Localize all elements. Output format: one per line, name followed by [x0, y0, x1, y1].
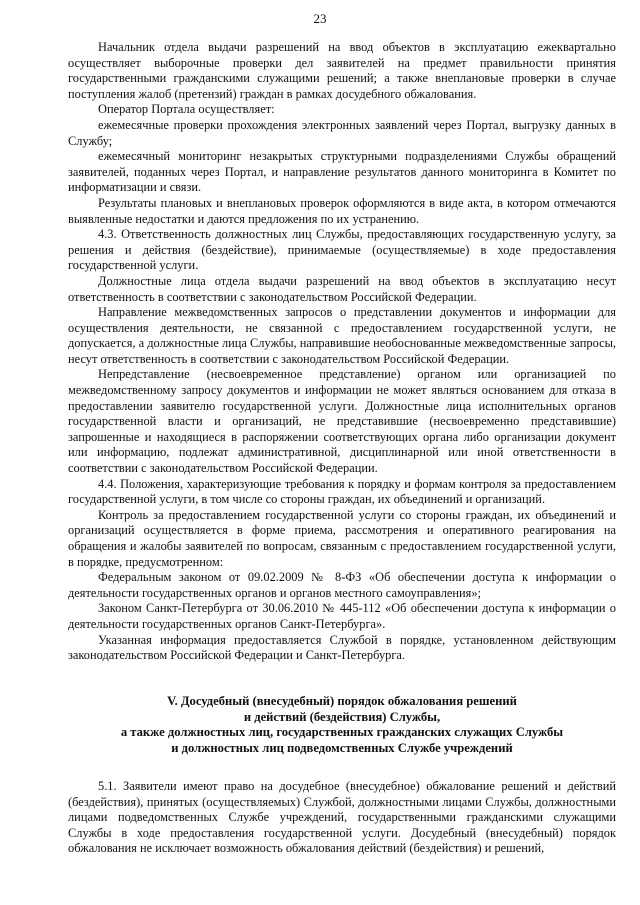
document-body [68, 40, 616, 857]
paragraph-non-submission: Непредставление (несвоевременное представление) органом или организацией по межведомственному запросу документов и информации не может являться основанием для отказа в предоставлении заявителю государственной услуги. Должностные лица исполнительных органов государственной власти и организаций, не представившие (несвоевременно представившие) запрошенные и находящиеся в распоряжении соответствующих органа либо организации документ или информацию, подлежат административной, дисциплинарной или иной ответственности в соответствии с законодательством Российской Федерации. [68, 367, 616, 476]
paragraph-federal-law: Федеральным законом от 09.02.2009 № 8-ФЗ «Об обеспечении доступа к информации о деятельности государственных органов и органов местного самоуправления»; [68, 570, 616, 600]
paragraph-info-provided: Указанная информация предоставляется Службой в порядке, установленном действующим законодательством Российской Федерации и Санкт-Петербурга. [68, 632, 616, 663]
paragraph-4-3: 4.3. Ответственность должностных лиц Службы, предоставляющих государственную услугу, за решения и действия (бездействие), принимаемые (осуществляемые) в ходе предоставления государственной услуги. [68, 227, 616, 273]
paragraph-portal-operator: Оператор Портала осуществляет: [98, 102, 275, 117]
paragraph-monthly-monitoring: ежемесячный мониторинг незакрытых структурными подразделениями Службы обращений заявителей, поданных через Портал, и направление результатов данного мониторинга в Комитет по информатизации и связи. [68, 149, 616, 195]
paragraph-officials-responsibility: Должностные лица отдела выдачи разрешений на ввод объектов в эксплуатацию несут ответственность в соответствии с законодательством Российской Федерации. [68, 273, 616, 304]
section-heading-line: и действий (бездействия) Службы, [243, 709, 441, 724]
paragraph-citizen-control: Контроль за предоставлением государственной услуги со стороны граждан, их объединений и организаций осуществляется в форме приема, рассмотрения и оперативного реагирования на обращения и жалобы заявителей по вопросам, связанным с предоставлением государственной услуги, в порядке, предусмотренном: [68, 507, 616, 569]
page-number: 23 [313, 11, 327, 26]
section-heading-line: и должностных лиц подведомственных Службе учреждений [171, 741, 513, 756]
section-heading-line: V. Досудебный (внесудебный) порядок обжалования решений [167, 693, 517, 708]
paragraph-4-4: 4.4. Положения, характеризующие требования к порядку и формам контроля за предоставлением государственной услуги, в том числе со стороны граждан, их объединений и организаций. [68, 476, 616, 507]
paragraph-5-1: 5.1. Заявители имеют право на досудебное (внесудебное) обжалование решений и действий (бездействия), принятых (осуществляемых) Службой, должностными лицами Службы, должностными лицами подведомственных Службе учреждений, государственными гражданскими служащими Службы в ходе предоставления государственной услуги. Досудебный (внесудебный) порядок обжалования не исключает возможность обжалования действий (бездействия) и решений, [68, 778, 616, 856]
paragraph-monthly-checks: ежемесячные проверки прохождения электронных заявлений через Портал, выгрузку данных в Службу; [68, 117, 616, 148]
paragraph-interagency-requests: Направление межведомственных запросов о представлении документов и информации для осуществления деятельности, не связанной с предоставлением государственной услуги, не допускается, а должностные лица Службы, направившие необоснованные межведомственные запросы, несут ответственность в соответствии с законодательством Российской Федерации. [68, 305, 616, 366]
section-v-heading [68, 694, 616, 757]
paragraph-inspection-head: Начальник отдела выдачи разрешений на ввод объектов в эксплуатацию ежеквартально осуществляет выборочные проверки дел заявителей на предмет правильности принятия государственными гражданскими служащими решений; а также внеплановые проверки в случае поступления жалоб (претензий) граждан в рамках досудебного обжалования. [68, 40, 616, 101]
paragraph-spb-law: Законом Санкт-Петербурга от 30.06.2010 № 445-112 «Об обеспечении доступа к информации о деятельности государственных органов Санкт-Петербурга». [68, 601, 616, 631]
paragraph-inspection-results: Результаты плановых и внеплановых проверок оформляются в виде акта, в котором отмечаются выявленные недостатки и даются предложения по их устранению. [68, 195, 616, 226]
section-heading-line: а также должностных лиц, государственных гражданских служащих Службы [120, 725, 564, 740]
